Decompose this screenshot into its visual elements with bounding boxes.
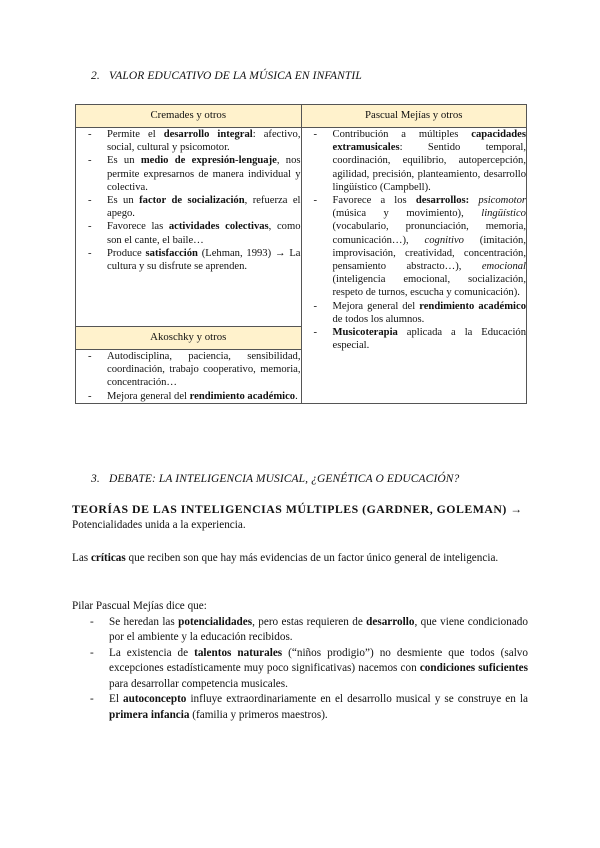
list-item: - Produce satisfacción (Lehman, 1993) → La cultura y su disfrute se aprenden. <box>76 247 301 273</box>
list-item: - Se heredan las potencialidades, pero estas requieren de desarrollo, que viene condicionado por el ambiente y la educación recibidos. <box>72 615 528 646</box>
pascual-cell <box>301 128 527 404</box>
list-item: - Musicoterapia aplicada a la Educación especial. <box>302 326 527 352</box>
pilar-list <box>72 615 528 724</box>
list-item: - La existencia de talentos naturales (“niños prodigio”) no desmiente que todos (salvo excepciones estadísticamente muy poco significativas) nacemos con condiciones suficientes para desarrollar competencia musicales. <box>72 646 528 693</box>
akoschky-header: Akoschky y otros <box>76 327 302 350</box>
list-item: - Favorece las actividades colectivas, como son el cante, el baile… <box>76 220 301 246</box>
section-3-title: DEBATE: LA INTELIGENCIA MUSICAL, ¿GENÉTICA O EDUCACIÓN? <box>109 473 460 485</box>
section-2-number: 2. <box>91 70 100 82</box>
list-item: - Mejora general del rendimiento académico. <box>76 390 301 403</box>
section-3-heading <box>91 473 459 485</box>
pascual-header: Pascual Mejías y otros <box>301 105 527 128</box>
list-item: - Contribución a múltiples capacidades extramusicales: Sentido temporal, coordinación, equilibrio, autopercepción, agilidad, precisión, planteamiento, desarrollo lingüístico (Campbell). <box>302 128 527 194</box>
list-item: - Mejora general del rendimiento académico de todos los alumnos. <box>302 300 527 326</box>
pilar-section <box>72 599 528 723</box>
cremades-header: Cremades y otros <box>76 105 302 128</box>
theories-text: Potencialidades unida a la experiencia. <box>72 518 246 531</box>
section-3-number: 3. <box>91 473 100 485</box>
list-item: - Favorece a los desarrollos: psicomotor (música y movimiento), lingüístico (vocabulario, pronunciación, memoria, comunicación…), cognitivo (imitación, improvisación, creatividad, concentración, pensamiento abstracto…), emocional (inteligencia emocional, socialización, respeto de turnos, escucha y comunicación). <box>302 194 527 300</box>
pilar-intro: Pilar Pascual Mejías dice que: <box>72 600 207 612</box>
theories-paragraph <box>72 502 528 533</box>
pascual-list <box>302 128 527 352</box>
section-2-heading <box>91 70 362 82</box>
akoschky-list <box>76 350 301 403</box>
theories-title: TEORÍAS DE LAS INTELIGENCIAS MÚLTIPLES (GARDNER, GOLEMAN) → <box>72 502 523 516</box>
list-item: - Permite el desarrollo integral: afectivo, social, cultural y psicomotor. <box>76 128 301 154</box>
section-2-title: VALOR EDUCATIVO DE LA MÚSICA EN INFANTIL <box>109 70 362 82</box>
list-item: - El autoconcepto influye extraordinariamente en el desarrollo musical y se construye en la primera infancia (familia y primeros maestros). <box>72 692 528 723</box>
list-item: - Autodisciplina, paciencia, sensibilidad, coordinación, trabajo cooperativo, memoria, concentración… <box>76 350 301 390</box>
criticas-paragraph: Las críticas que reciben son que hay más evidencias de un factor único general de inteligencia. <box>72 552 499 564</box>
cremades-cell <box>76 128 302 327</box>
music-value-table <box>75 104 527 404</box>
list-item: - Es un medio de expresión-lenguaje, nos permite expresarnos de manera individual y colectiva. <box>76 154 301 194</box>
list-item: - Es un factor de socialización, refuerza el apego. <box>76 194 301 220</box>
akoschky-cell <box>76 350 302 404</box>
cremades-list <box>76 128 301 273</box>
